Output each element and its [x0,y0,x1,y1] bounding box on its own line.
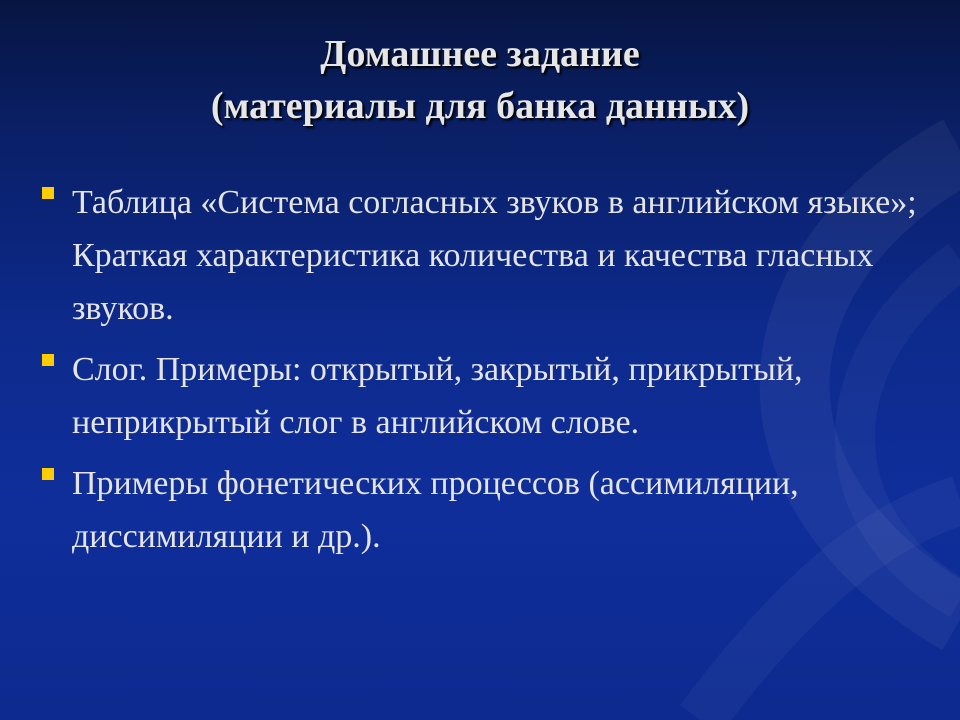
bullet-item-phonetic-processes [40,457,920,563]
bullet-item-syllable [40,343,920,449]
bullet-list [40,176,920,571]
square-bullet-icon [42,468,54,480]
bullet-item-consonants-table [40,176,920,335]
title-line-1: Домашнее задание [320,33,640,75]
square-bullet-icon [42,354,54,366]
slide-title [60,28,900,132]
square-bullet-icon [42,187,54,199]
bullet-text: Таблица «Система согласных звуков в английском языке»; Краткая характеристика количества и качества гласных звуков. [72,184,917,327]
bullet-text: Слог. Примеры: открытый, закрытый, прикрытый, неприкрытый слог в английском слове. [72,351,803,441]
bullet-text: Примеры фонетических процессов (ассимиляции, диссимиляции и др.). [72,465,799,555]
title-line-2: (материалы для банка данных) [210,85,750,127]
